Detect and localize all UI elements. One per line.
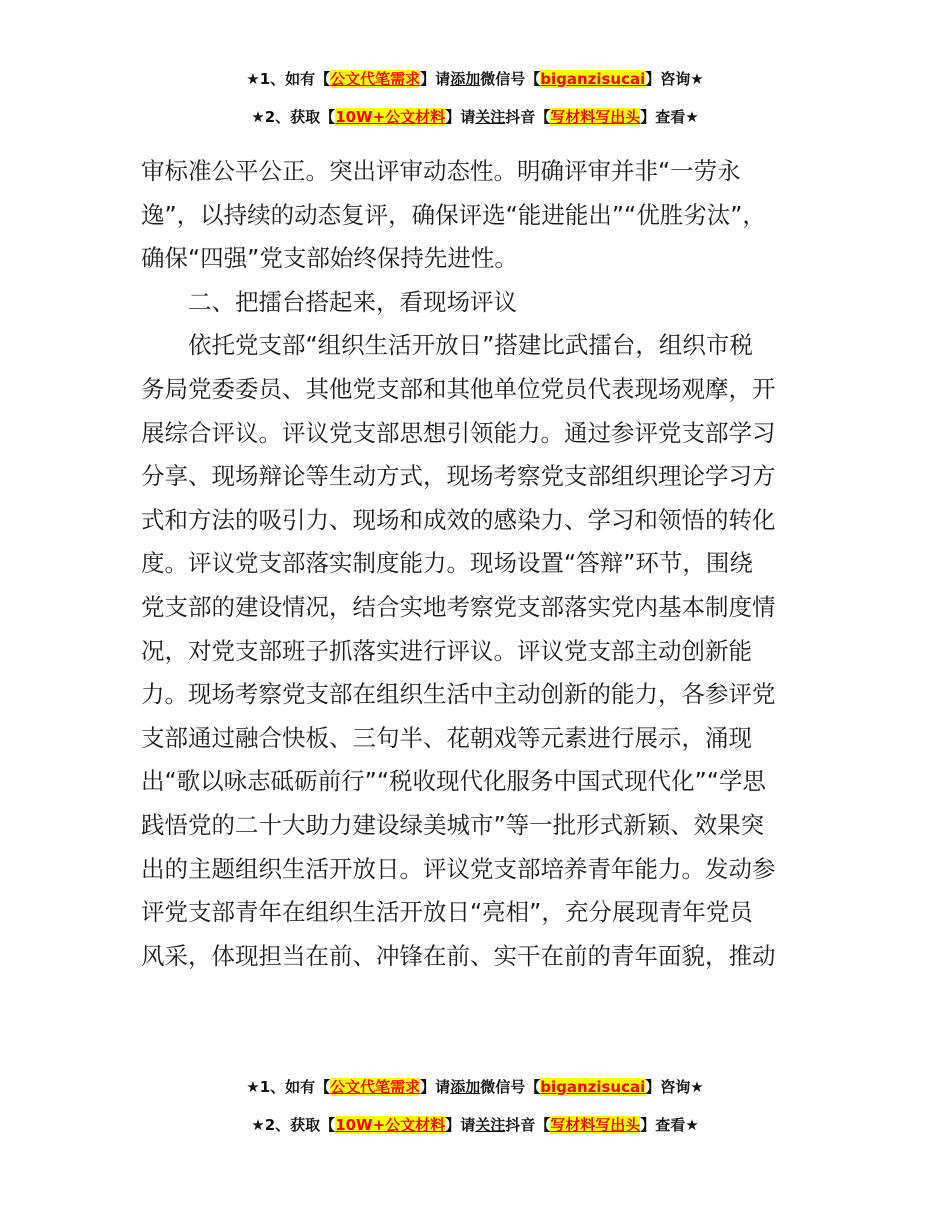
promo-highlight-materials: 10W+公文材料 (335, 108, 446, 126)
text-line: 践悟党的二十大助力建设绿美城市”等一批形式新颖、效果突 (141, 810, 765, 839)
text-line: 风采，体现担当在前、冲锋在前、实干在前的青年面貌，推动 (141, 941, 776, 970)
paragraph-continued (141, 150, 813, 281)
text-line: 出的主题组织生活开放日。评议党支部培养青年能力。发动参 (141, 854, 776, 883)
promo-highlight-wechat-id: biganzisucai (540, 1078, 646, 1096)
promo-suffix: 】查看★ (640, 1116, 699, 1134)
promo-highlight-materials: 10W+公文材料 (335, 1116, 446, 1134)
text-line: 务局党委委员、其他党支部和其他单位党员代表现场观摩，开 (141, 374, 776, 403)
promo-text: 】请 (445, 1116, 476, 1134)
promo-text: 微信号【 (480, 70, 541, 88)
header-promo-line-2 (0, 106, 950, 128)
paragraph-main (141, 324, 813, 978)
text-line: 分享、现场辩论等生动方式，现场考察党支部组织理论学习方 (141, 462, 776, 491)
promo-prefix: ★2、获取【 (251, 1116, 336, 1134)
promo-suffix: 】咨询★ (645, 1078, 704, 1096)
promo-text: 】请 (445, 108, 476, 126)
promo-emphasis: 关注 (475, 1116, 506, 1134)
promo-suffix: 】咨询★ (645, 70, 704, 88)
text-line: 确保“四强”党支部始终保持先进性。 (141, 244, 518, 273)
footer-promo-line-2 (0, 1114, 950, 1136)
text-line: 度。评议党支部落实制度能力。现场设置“答辩”环节，围绕 (141, 549, 753, 578)
promo-prefix: ★1、如有【 (246, 70, 331, 88)
promo-text: 抖音【 (505, 1116, 551, 1134)
promo-emphasis: 关注 (475, 108, 506, 126)
text-line: 依托党支部“组织生活开放日”搭建比武擂台，组织市税 (188, 331, 753, 360)
promo-highlight-douyin-account: 写材料写出头 (550, 1116, 641, 1134)
promo-text: 微信号【 (480, 1078, 541, 1096)
footer-promo-line-1 (0, 1076, 950, 1098)
text-line: 逸”，以持续的动态复评，确保评选“能进能出”“优胜劣汰”， (141, 200, 766, 229)
promo-text: 】请 (420, 1078, 451, 1096)
section-heading: 二、把擂台搭起来，看现场评议 (188, 287, 517, 316)
promo-emphasis: 添加 (450, 70, 481, 88)
promo-text: 】请 (420, 70, 451, 88)
text-line: 况，对党支部班子抓落实进行评议。评议党支部主动创新能 (141, 636, 752, 665)
promo-emphasis: 添加 (450, 1078, 481, 1096)
text-line: 出“歌以咏志砥砺前行”“税收现代化服务中国式现代化”“学思 (141, 767, 766, 796)
text-line: 力。现场考察党支部在组织生活中主动创新的能力，各参评党 (141, 680, 776, 709)
text-line: 支部通过融合快板、三句半、花朝戏等元素进行展示，涌现 (141, 723, 752, 752)
header-promo-line-1 (0, 68, 950, 90)
promo-highlight-wechat-id: biganzisucai (540, 70, 646, 88)
promo-highlight-douyin-account: 写材料写出头 (550, 108, 641, 126)
text-line: 党支部的建设情况，结合实地考察党支部落实党内基本制度情 (141, 592, 776, 621)
text-line: 评党支部青年在组织生活开放日“亮相”，充分展现青年党员 (141, 898, 753, 927)
promo-highlight-service: 公文代笔需求 (330, 1078, 421, 1096)
promo-suffix: 】查看★ (640, 108, 699, 126)
promo-prefix: ★2、获取【 (251, 108, 336, 126)
text-line: 展综合评议。评议党支部思想引领能力。通过参评党支部学习 (141, 418, 776, 447)
promo-prefix: ★1、如有【 (246, 1078, 331, 1096)
text-line: 式和方法的吸引力、现场和成效的感染力、学习和领悟的转化 (141, 505, 776, 534)
text-line: 审标准公平公正。突出评审动态性。明确评审并非“一劳永 (141, 157, 741, 185)
document-body (141, 150, 813, 978)
promo-highlight-service: 公文代笔需求 (330, 70, 421, 88)
promo-text: 抖音【 (505, 108, 551, 126)
